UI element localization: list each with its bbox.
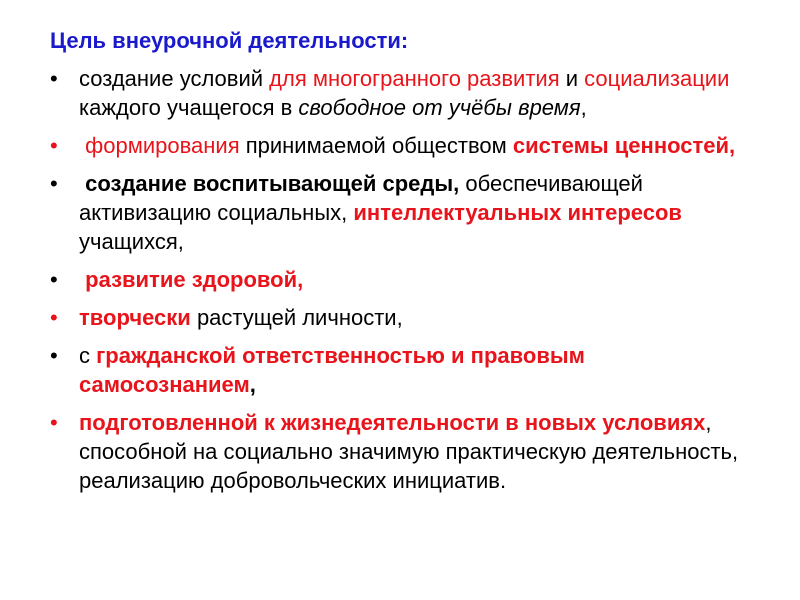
bullet-text: создание условий [79, 66, 270, 91]
bullet-text-highlight-bold: системы ценностей, [512, 133, 736, 158]
bullet-marker: • [50, 66, 58, 91]
bullet-item [50, 64, 740, 122]
bullet-text-highlight-bold: гражданской ответственностью и правовым самосознанием [79, 343, 592, 397]
bullet-text: каждого учащегося в [79, 66, 736, 120]
bullet-text: растущей личности, [190, 305, 403, 330]
bullet-text: и [559, 66, 585, 91]
bullet-text-highlight: социализации [584, 66, 730, 91]
bullet-list [50, 64, 745, 504]
bullet-text-italic: свободное от учёбы время [298, 95, 581, 120]
bullet-text: , способной на социально значимую практическую деятельность, реализацию добровольческих инициатив. [79, 410, 745, 493]
bullet-text-highlight-bold: развитие здоровой, [79, 267, 304, 292]
bullet-text-bold: создание воспитывающей среды, [79, 171, 460, 196]
bullet-marker: • [50, 305, 58, 330]
bullet-text-highlight-bold: подготовленной к жизнедеятельности в новых условиях [79, 410, 706, 435]
bullet-text: принимаемой обществом [239, 133, 513, 158]
slide-title: Цель внеурочной деятельности: [50, 28, 409, 53]
bullet-text-highlight-bold: интеллектуальных интересов [353, 200, 682, 225]
bullet-marker: • [50, 343, 58, 368]
bullet-item [50, 265, 740, 294]
bullet-item [50, 303, 740, 332]
bullet-marker: • [50, 410, 58, 435]
bullet-marker: • [50, 267, 58, 292]
bullet-text: , [580, 95, 587, 120]
bullet-text: с [79, 343, 97, 368]
bullet-item [50, 169, 740, 256]
bullet-item [50, 408, 745, 495]
bullet-text: обеспечивающей активизацию социальных, [79, 171, 650, 225]
bullet-text-highlight: для многогранного развития [269, 66, 560, 91]
bullet-text-highlight: формирования [79, 133, 240, 158]
bullet-marker: • [50, 171, 58, 196]
bullet-text-highlight-bold: творчески [79, 305, 191, 330]
bullet-text: учащихся, [79, 200, 689, 254]
bullet-item [50, 341, 740, 399]
bullet-item [50, 131, 740, 160]
bullet-text-bold: , [249, 372, 256, 397]
bullet-marker: • [50, 133, 58, 158]
